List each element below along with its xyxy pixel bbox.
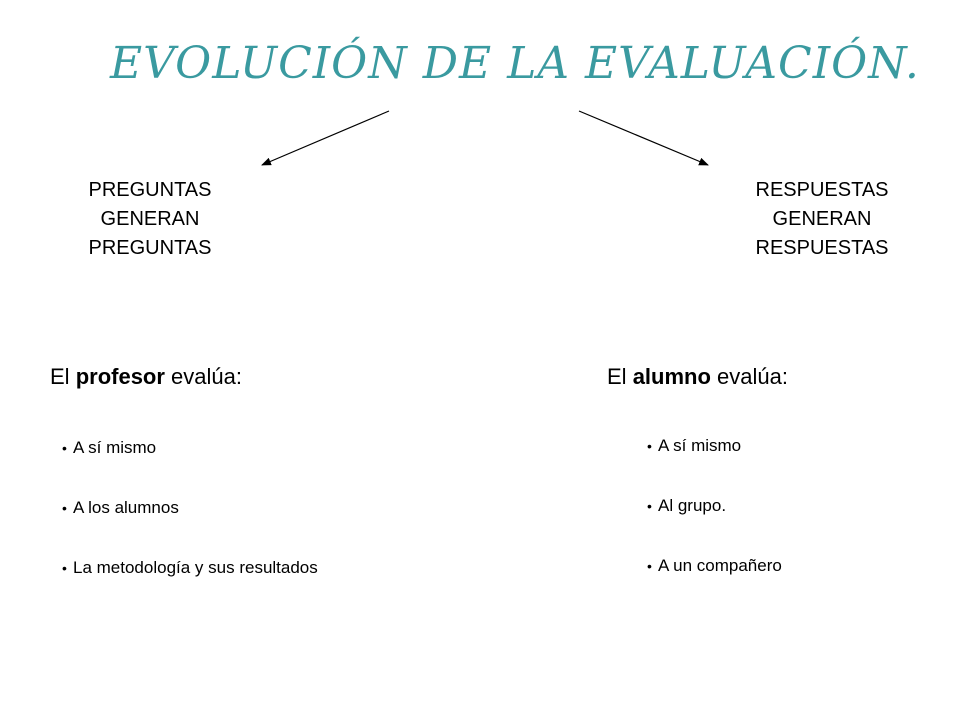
heading-prefix: El <box>50 364 76 389</box>
heading-prefix: El <box>607 364 633 389</box>
list-item-label: La metodología y sus resultados <box>73 558 318 577</box>
list-item <box>647 436 782 496</box>
list-item-label: Al grupo. <box>658 496 727 515</box>
list-item-label: A sí mismo <box>73 438 157 457</box>
heading-emphasis: alumno <box>632 364 711 389</box>
branch-line: GENERAN <box>100 208 200 230</box>
bullet-icon: • <box>647 558 652 574</box>
branch-line: RESPUESTAS <box>755 237 889 259</box>
profesor-heading <box>50 364 242 390</box>
arrow-right <box>579 111 708 165</box>
bullet-icon: • <box>62 440 67 456</box>
list-item-label: A sí mismo <box>658 436 742 455</box>
list-item <box>62 498 318 558</box>
bullet-icon: • <box>647 438 652 454</box>
bullet-icon: • <box>647 498 652 514</box>
branch-line: PREGUNTAS <box>88 237 212 259</box>
branch-line: RESPUESTAS <box>755 179 889 201</box>
profesor-list <box>62 438 318 618</box>
page-title: EVOLUCIÓN DE LA EVALUACIÓN. <box>110 38 920 89</box>
branch-respuestas <box>712 176 932 263</box>
list-item <box>62 438 318 498</box>
list-item <box>647 496 782 556</box>
branch-line: PREGUNTAS <box>88 179 212 201</box>
heading-suffix: evalúa: <box>710 364 788 389</box>
alumno-list <box>647 436 782 616</box>
alumno-heading <box>607 364 788 390</box>
arrow-left <box>262 111 389 165</box>
bullet-icon: • <box>62 560 67 576</box>
list-item-label: A los alumnos <box>73 498 179 517</box>
list-item <box>62 558 318 618</box>
heading-emphasis: profesor <box>75 364 165 389</box>
branch-preguntas <box>40 176 260 263</box>
heading-suffix: evalúa: <box>164 364 242 389</box>
list-item-label: A un compañero <box>658 556 782 575</box>
list-item <box>647 556 782 616</box>
bullet-icon: • <box>62 500 67 516</box>
branch-line: GENERAN <box>772 208 872 230</box>
